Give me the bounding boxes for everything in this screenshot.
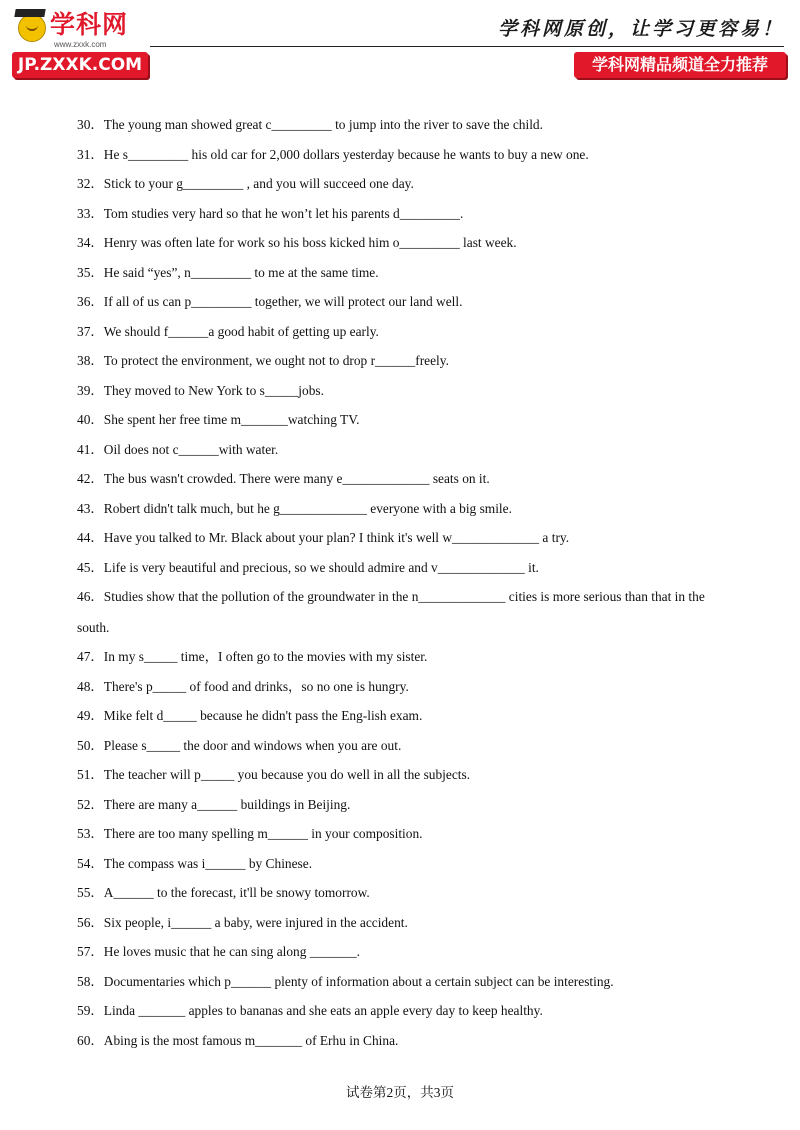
- question-text: The young man showed great c_________ to jump into the river to save the child.: [103, 117, 543, 132]
- question-item: [77, 854, 737, 873]
- question-item: [77, 706, 737, 725]
- question-text: He s_________ his old car for 2,000 dollars yesterday because he wants to buy a new one.: [103, 146, 589, 162]
- question-item: [77, 174, 737, 193]
- question-number: 57．: [77, 944, 104, 959]
- question-number: 58．: [77, 973, 104, 989]
- question-item: [77, 677, 737, 696]
- question-number: 53．: [77, 826, 104, 841]
- question-item: [77, 351, 737, 370]
- question-number: 59．: [77, 1003, 104, 1018]
- question-item: [77, 765, 737, 784]
- question-text: Stick to your g_________ , and you will succeed one day.: [103, 176, 414, 191]
- question-number: 31．: [77, 146, 104, 162]
- question-text: In my s_____ time，I often go to the movies with my sister.: [103, 649, 428, 664]
- question-item: [77, 558, 737, 577]
- question-number: 39．: [77, 382, 104, 398]
- question-text: The bus wasn't crowded. There were many e_____________ seats on it.: [103, 471, 490, 486]
- question-number: 47．: [77, 649, 104, 664]
- question-number: 42．: [77, 471, 104, 486]
- question-text: Have you talked to Mr. Black about your plan? I think it's well w_____________ a try.: [103, 530, 570, 545]
- channel-badge: 学科网精品频道全力推荐: [574, 52, 786, 78]
- question-text: Six people, i______ a baby, were injured in the accident.: [103, 914, 408, 930]
- question-number: 30．: [77, 117, 104, 132]
- question-item: [77, 647, 737, 666]
- question-item: [77, 883, 737, 902]
- question-number: 50．: [77, 737, 104, 753]
- question-text: Abing is the most famous m_______ of Erhu in China.: [103, 1032, 399, 1048]
- question-list: [77, 115, 737, 1060]
- question-number: 52．: [77, 796, 104, 812]
- logo-url: www.zxxk.com: [54, 40, 107, 49]
- question-item: [77, 292, 737, 311]
- question-text: Documentaries which p______ plenty of information about a certain subject can be interesting.: [103, 973, 614, 989]
- question-text: He loves music that he can sing along _______.: [103, 944, 361, 959]
- question-number: 36．: [77, 294, 104, 309]
- question-number: 40．: [77, 412, 104, 427]
- question-item: [77, 581, 737, 643]
- question-item: [77, 145, 737, 164]
- question-item: [77, 528, 737, 547]
- question-text: They moved to New York to s_____jobs.: [103, 382, 324, 398]
- question-item: [77, 469, 737, 488]
- question-text: The teacher will p_____ you because you do well in all the subjects.: [103, 767, 471, 782]
- question-text: He said “yes”, n_________ to me at the same time.: [103, 264, 379, 280]
- question-text: Life is very beautiful and precious, so we should admire and v_____________ it.: [103, 559, 539, 575]
- question-text: Henry was often late for work so his boss kicked him o_________ last week.: [103, 235, 517, 250]
- question-text: A______ to the forecast, it'll be snowy tomorrow.: [103, 885, 370, 900]
- question-text: Linda _______ apples to bananas and she eats an apple every day to keep healthy.: [103, 1003, 543, 1018]
- question-text: Please s_____ the door and windows when you are out.: [103, 737, 402, 753]
- question-number: 35．: [77, 264, 104, 280]
- question-item: [77, 233, 737, 252]
- question-item: [77, 115, 737, 134]
- question-item: [77, 499, 737, 518]
- question-text: To protect the environment, we ought not to drop r______freely.: [103, 353, 449, 368]
- question-number: 44．: [77, 530, 104, 545]
- question-number: 48．: [77, 678, 104, 694]
- question-text: The compass was i______ by Chinese.: [103, 855, 313, 871]
- question-item: [77, 322, 737, 341]
- question-item: [77, 972, 737, 991]
- question-text: Tom studies very hard so that he won’t let his parents d_________.: [103, 205, 464, 221]
- question-text: Studies show that the pollution of the groundwater in the n_____________ cities is more serious than that in the south.: [77, 589, 705, 635]
- question-item: [77, 795, 737, 814]
- question-number: 46．: [77, 589, 104, 604]
- question-text: There are many a______ buildings in Beijing.: [103, 796, 351, 812]
- question-text: She spent her free time m_______watching TV.: [103, 412, 360, 427]
- question-item: [77, 1001, 737, 1020]
- question-item: [77, 736, 737, 755]
- question-text: There are too many spelling m______ in your composition.: [103, 826, 423, 841]
- page-footer: 试卷第2页，共3页: [346, 1085, 454, 1100]
- question-text: There's p_____ of food and drinks，so no one is hungry.: [103, 678, 409, 694]
- question-item: [77, 204, 737, 223]
- logo-mascot-icon: [18, 14, 46, 42]
- question-number: 41．: [77, 441, 104, 457]
- question-number: 45．: [77, 559, 104, 575]
- question-item: [77, 1031, 737, 1050]
- question-number: 32．: [77, 176, 104, 191]
- question-item: [77, 942, 737, 961]
- question-text: Robert didn't talk much, but he g_____________ everyone with a big smile.: [103, 500, 512, 516]
- question-text: Oil does not c______with water.: [103, 441, 279, 457]
- question-number: 54．: [77, 855, 104, 871]
- question-number: 60．: [77, 1032, 104, 1048]
- question-number: 56．: [77, 914, 104, 930]
- question-item: [77, 410, 737, 429]
- question-item: [77, 263, 737, 282]
- question-number: 49．: [77, 708, 104, 723]
- question-item: [77, 824, 737, 843]
- question-item: [77, 381, 737, 400]
- logo-domain-badge: JP.ZXXK.COM: [12, 52, 148, 78]
- header-slogan: 学科网原创，让学习更容易！: [497, 18, 784, 40]
- logo-text: 学科网: [50, 10, 129, 39]
- question-text: If all of us can p_________ together, we will protect our land well.: [103, 294, 463, 309]
- question-number: 34．: [77, 235, 104, 250]
- question-number: 55．: [77, 885, 104, 900]
- question-number: 51．: [77, 767, 104, 782]
- question-item: [77, 913, 737, 932]
- question-number: 38．: [77, 353, 104, 368]
- header-divider: [150, 46, 784, 47]
- question-number: 37．: [77, 323, 104, 339]
- question-number: 33．: [77, 205, 104, 221]
- question-text: Mike felt d_____ because he didn't pass the Eng-lish exam.: [103, 708, 423, 723]
- question-item: [77, 440, 737, 459]
- page-header: [0, 0, 800, 90]
- question-number: 43．: [77, 500, 104, 516]
- question-text: We should f______a good habit of getting up early.: [103, 323, 379, 339]
